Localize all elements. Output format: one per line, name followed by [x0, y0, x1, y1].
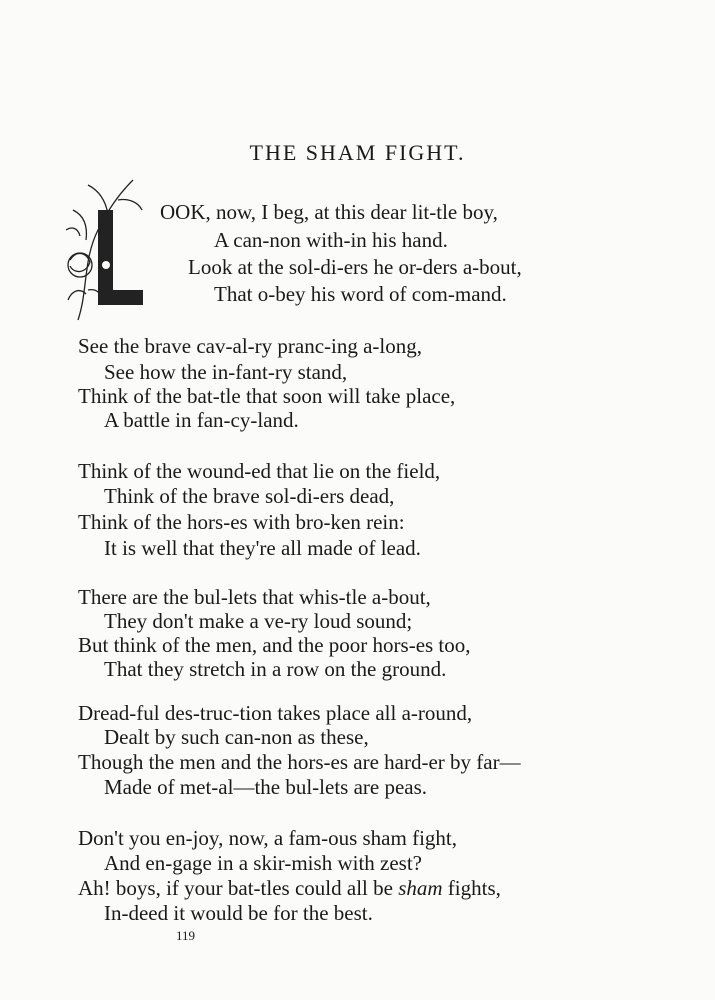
stanza-3-line-3: Think of the hors-es with bro-ken rein: — [78, 510, 405, 534]
drop-cap-letter: L — [113, 300, 114, 301]
stanza-6-line-4: In-deed it would be for the best. — [104, 901, 373, 925]
stanza-4-line-3: But think of the men, and the poor hors-es too, — [78, 633, 471, 657]
stanza-5-line-4: Made of met-al—the bul-lets are peas. — [104, 775, 428, 799]
stanza-4-line-4: That they stretch in a row on the ground. — [104, 657, 447, 681]
stanza-1-line-1: OOK, now, I beg, at this dear lit-tle boy, — [160, 200, 498, 224]
stanza-1-line-2: A can-non with-in his hand. — [214, 228, 448, 252]
stanza-2-line-4: A battle in fan-cy-land. — [104, 408, 299, 432]
page-number: 119 — [176, 928, 196, 943]
stanza-4-line-2: They don't make a ve-ry loud sound; — [104, 609, 413, 633]
floral-drop-cap-illustration — [58, 170, 158, 330]
stanza-6-line-3-head: Ah! boys, if your bat-tles could all be — [78, 876, 399, 900]
stanza-5-line-1: Dread-ful des-truc-tion takes place all a-round, — [78, 701, 473, 725]
stanza-5-line-3: Though the men and the hors-es are hard-er by far— — [78, 750, 521, 774]
stanza-2-line-2: See how the in-fant-ry stand, — [104, 360, 348, 384]
stanza-4-line-1: There are the bul-lets that whis-tle a-bout, — [78, 585, 431, 609]
stanza-1-line-3: Look at the sol-di-ers he or-ders a-bout, — [188, 255, 522, 279]
emphasis-sham: sham — [398, 876, 443, 900]
poem-title: THE SHAM FIGHT. — [249, 140, 466, 165]
stanza-6-line-3-tail: fights, — [442, 876, 501, 900]
stanza-6-line-1: Don't you en-joy, now, a fam-ous sham fight, — [78, 826, 457, 850]
stanza-6-line-3 — [78, 876, 501, 901]
stanza-3-line-1: Think of the wound-ed that lie on the field, — [78, 459, 441, 483]
stanza-3-line-2: Think of the brave sol-di-ers dead, — [104, 484, 395, 508]
stanza-2-line-1: See the brave cav-al-ry pranc-ing a-long, — [78, 334, 422, 358]
stanza-2-line-3: Think of the bat-tle that soon will take place, — [78, 384, 456, 408]
stanza-1-line-4: That o-bey his word of com-mand. — [214, 282, 507, 306]
stanza-5-line-2: Dealt by such can-non as these, — [104, 725, 369, 749]
stanza-3-line-4: It is well that they're all made of lead. — [104, 536, 421, 560]
stanza-6-line-2: And en-gage in a skir-mish with zest? — [104, 851, 422, 875]
